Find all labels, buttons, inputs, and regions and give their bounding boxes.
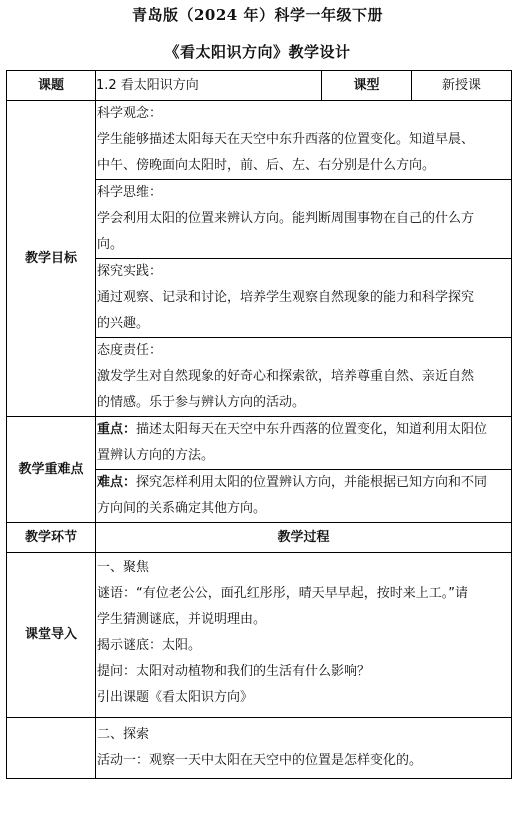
document-header-line1: 青岛版（2024 年）科学一年级下册 — [132, 6, 383, 24]
explore-line: 活动一：观察一天中太阳在天空中的位置是怎样变化的。 — [97, 753, 423, 768]
topic-label: 课题 — [7, 71, 96, 101]
process-header-row — [7, 523, 512, 553]
difficult-point-prefix: 难点： — [97, 475, 137, 490]
intro-label: 课堂导入 — [7, 553, 96, 718]
difficult-point-block — [96, 470, 511, 522]
objective-line: 学会利用太阳的位置来辨认方向。能判断周围事物在自己的什么方 — [97, 211, 475, 226]
topic-value: 1.2 看太阳识方向 — [96, 71, 322, 101]
process-header: 教学过程 — [96, 523, 512, 553]
explore-content — [96, 718, 512, 779]
objective-line: 通过观察、记录和讨论，培养学生观察自然现象的能力和科学探究 — [97, 290, 475, 305]
difficult-point-text: 探究怎样利用太阳的位置辨认方向，并能根据已知方向和不同 — [136, 475, 488, 490]
lesson-plan-table — [6, 70, 512, 779]
objective-line: 中午、傍晚面向太阳时，前、后、左、右分别是什么方向。 — [97, 158, 436, 173]
explore-label — [7, 718, 96, 779]
key-points-content — [96, 417, 512, 523]
objective-block — [96, 259, 511, 338]
explore-line: 二、探索 — [97, 727, 150, 742]
important-point-text: 描述太阳每天在天空中东升西落的位置变化，知道利用太阳位 — [136, 422, 488, 437]
intro-line: 学生猜测谜底，并说明理由。 — [97, 612, 267, 627]
objectives-label: 教学目标 — [7, 101, 96, 417]
stage-header: 教学环节 — [7, 523, 96, 553]
objectives-content — [96, 101, 512, 417]
objective-line: 向。 — [97, 237, 124, 252]
important-point-prefix: 重点： — [97, 422, 137, 437]
objective-heading: 科学思维： — [97, 185, 163, 200]
key-points-label: 教学重难点 — [7, 417, 96, 523]
intro-content — [96, 553, 512, 718]
document-title: 《看太阳识方向》教学设计 — [164, 43, 351, 61]
difficult-point-line — [96, 470, 511, 496]
objective-line: 学生能够描述太阳每天在天空中东升西落的位置变化。知道早晨、 — [97, 132, 475, 147]
intro-row — [7, 553, 512, 718]
objective-block — [96, 338, 511, 416]
intro-line: 谜语：“有位老公公，面孔红彤彤，晴天早早起，按时来上工。”请 — [97, 586, 468, 601]
objective-heading: 态度责任： — [97, 343, 163, 358]
difficult-point-line: 方向间的关系确定其他方向。 — [97, 501, 267, 516]
objective-heading: 探究实践： — [97, 264, 163, 279]
objective-line: 的情感。乐于参与辨认方向的活动。 — [97, 395, 306, 410]
important-point-line: 置辨认方向的方法。 — [97, 448, 215, 463]
objective-heading: 科学观念： — [97, 106, 163, 121]
important-point-line — [96, 417, 511, 443]
intro-line: 一、聚焦 — [97, 560, 150, 575]
objective-line: 的兴趣。 — [97, 316, 150, 331]
objectives-row — [7, 101, 512, 417]
intro-line: 揭示谜底：太阳。 — [97, 638, 202, 653]
type-value: 新授课 — [412, 71, 512, 101]
intro-line: 提问：太阳对动植物和我们的生活有什么影响？ — [97, 664, 371, 679]
important-point-block — [96, 417, 511, 470]
objective-line: 激发学生对自然现象的好奇心和探索欲，培养尊重自然、亲近自然 — [97, 369, 475, 384]
intro-line: 引出课题《看太阳识方向》 — [97, 690, 254, 705]
info-row — [7, 71, 512, 101]
explore-row — [7, 718, 512, 779]
type-label: 课型 — [322, 71, 412, 101]
key-points-row — [7, 417, 512, 523]
objective-block — [96, 101, 511, 180]
objective-block — [96, 180, 511, 259]
